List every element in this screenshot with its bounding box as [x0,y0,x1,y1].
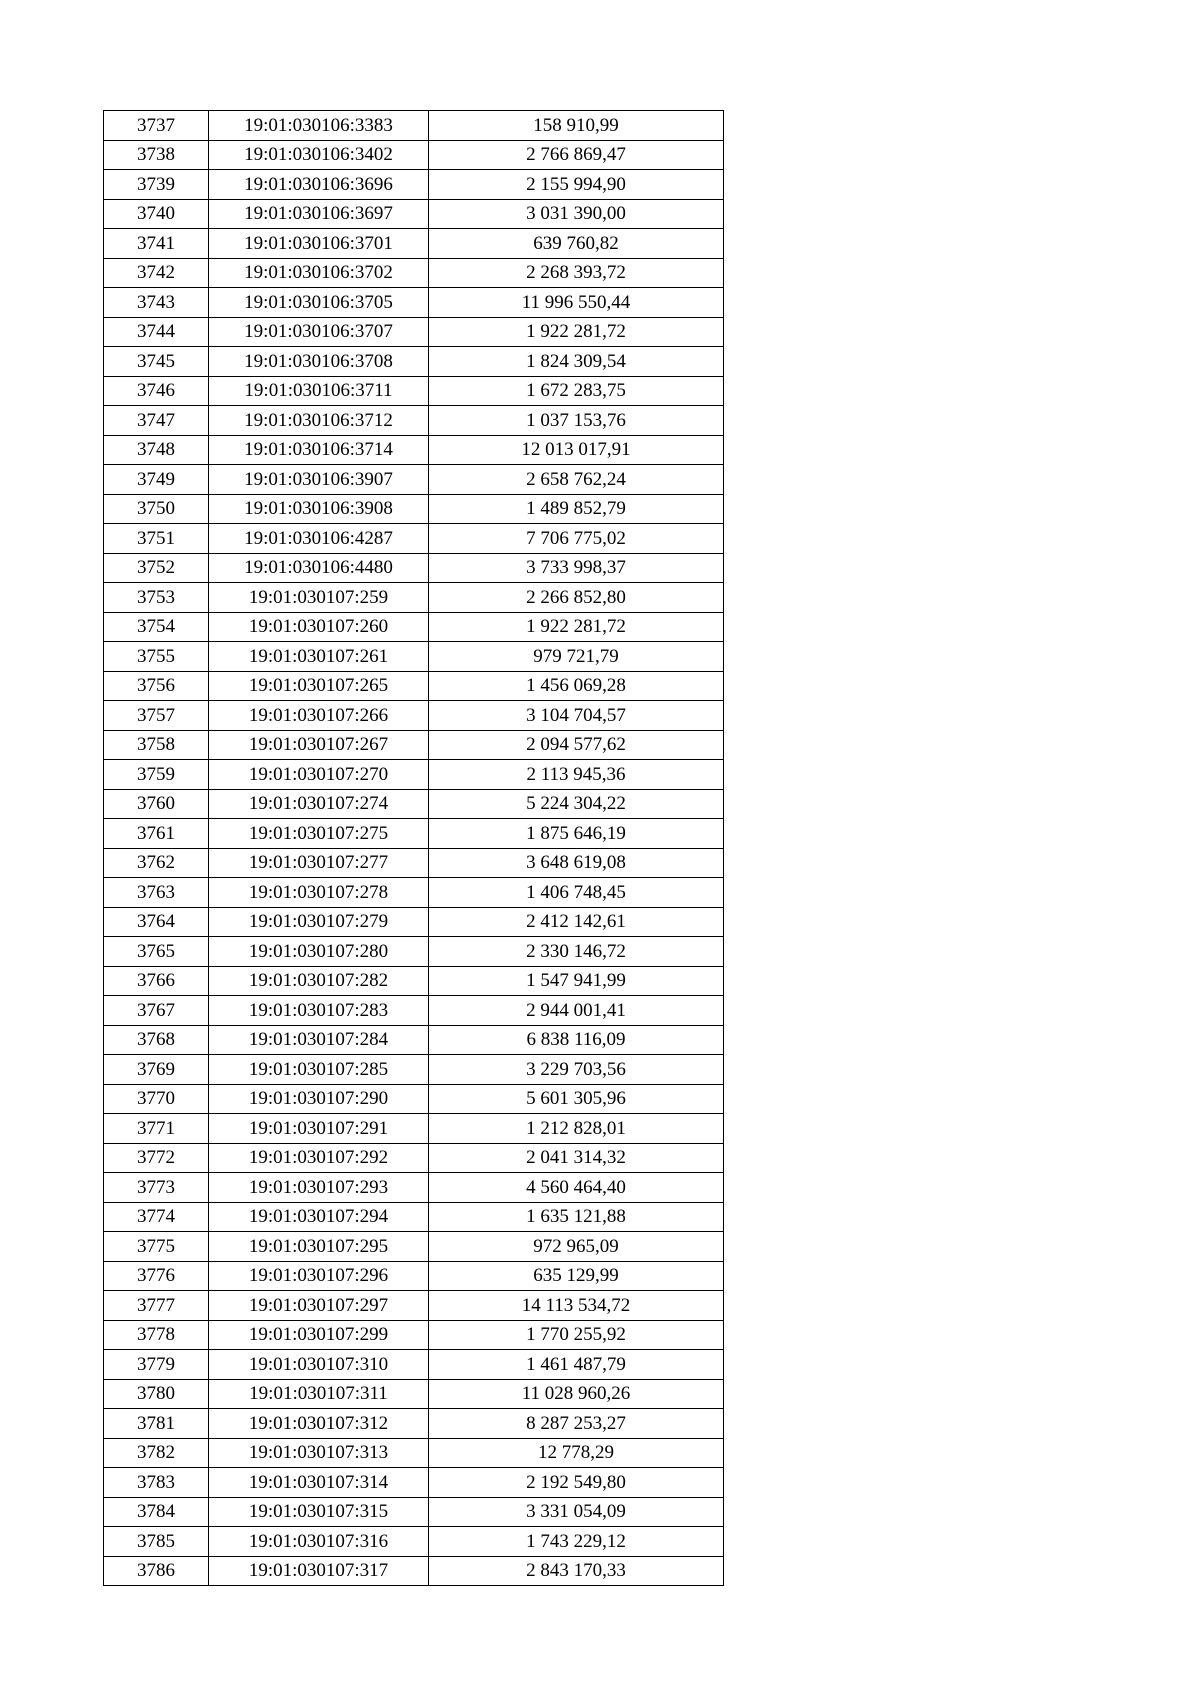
value-cell: 972 965,09 [429,1232,724,1262]
table-row [104,1379,724,1409]
cadastral-number-cell: 19:01:030107:315 [209,1497,429,1527]
row-number-cell: 3776 [104,1261,209,1291]
table-row [104,1084,724,1114]
value-cell: 2 330 146,72 [429,937,724,967]
table-row [104,1114,724,1144]
value-cell: 1 824 309,54 [429,347,724,377]
table-row [104,1320,724,1350]
row-number-cell: 3766 [104,966,209,996]
value-cell: 1 743 229,12 [429,1527,724,1557]
cadastral-number-cell: 19:01:030107:278 [209,878,429,908]
table-row [104,1202,724,1232]
row-number-cell: 3771 [104,1114,209,1144]
row-number-cell: 3768 [104,1025,209,1055]
row-number-cell: 3783 [104,1468,209,1498]
value-cell: 1 037 153,76 [429,406,724,436]
row-number-cell: 3778 [104,1320,209,1350]
table-row [104,435,724,465]
row-number-cell: 3751 [104,524,209,554]
row-number-cell: 3757 [104,701,209,731]
table-row [104,760,724,790]
row-number-cell: 3753 [104,583,209,613]
row-number-cell: 3759 [104,760,209,790]
table-row [104,317,724,347]
value-cell: 2 766 869,47 [429,140,724,170]
row-number-cell: 3752 [104,553,209,583]
cadastral-number-cell: 19:01:030106:3702 [209,258,429,288]
value-cell: 1 922 281,72 [429,317,724,347]
cadastral-number-cell: 19:01:030107:265 [209,671,429,701]
value-cell: 1 875 646,19 [429,819,724,849]
table-row [104,1232,724,1262]
row-number-cell: 3755 [104,642,209,672]
cadastral-number-cell: 19:01:030106:3383 [209,111,429,141]
table-row [104,907,724,937]
table-row [104,465,724,495]
table-row [104,878,724,908]
cadastral-number-cell: 19:01:030107:317 [209,1556,429,1586]
value-cell: 3 031 390,00 [429,199,724,229]
cadastral-number-cell: 19:01:030107:274 [209,789,429,819]
row-number-cell: 3746 [104,376,209,406]
cadastral-number-cell: 19:01:030107:261 [209,642,429,672]
cadastral-number-cell: 19:01:030107:277 [209,848,429,878]
table-row [104,406,724,436]
value-cell: 5 601 305,96 [429,1084,724,1114]
table-row [104,1143,724,1173]
table-body [104,111,724,1586]
table-row [104,671,724,701]
row-number-cell: 3741 [104,229,209,259]
cadastral-number-cell: 19:01:030107:296 [209,1261,429,1291]
row-number-cell: 3744 [104,317,209,347]
value-cell: 3 331 054,09 [429,1497,724,1527]
table-row [104,996,724,1026]
table-row [104,376,724,406]
row-number-cell: 3761 [104,819,209,849]
cadastral-number-cell: 19:01:030107:259 [209,583,429,613]
table-row [104,819,724,849]
table-row [104,1468,724,1498]
table-row [104,229,724,259]
value-cell: 979 721,79 [429,642,724,672]
table-row [104,170,724,200]
cadastral-number-cell: 19:01:030107:294 [209,1202,429,1232]
table-row [104,789,724,819]
value-cell: 2 041 314,32 [429,1143,724,1173]
table-row [104,1350,724,1380]
cadastral-number-cell: 19:01:030107:293 [209,1173,429,1203]
row-number-cell: 3763 [104,878,209,908]
table-row [104,1438,724,1468]
value-cell: 2 266 852,80 [429,583,724,613]
cadastral-number-cell: 19:01:030107:299 [209,1320,429,1350]
row-number-cell: 3774 [104,1202,209,1232]
table-row [104,1025,724,1055]
row-number-cell: 3749 [104,465,209,495]
cadastral-number-cell: 19:01:030107:285 [209,1055,429,1085]
cadastral-number-cell: 19:01:030106:3907 [209,465,429,495]
value-cell: 3 733 998,37 [429,553,724,583]
row-number-cell: 3740 [104,199,209,229]
cadastral-number-cell: 19:01:030106:3708 [209,347,429,377]
value-cell: 2 843 170,33 [429,1556,724,1586]
cadastral-number-cell: 19:01:030107:316 [209,1527,429,1557]
cadastral-number-cell: 19:01:030107:313 [209,1438,429,1468]
row-number-cell: 3779 [104,1350,209,1380]
row-number-cell: 3742 [104,258,209,288]
value-cell: 11 028 960,26 [429,1379,724,1409]
cadastral-number-cell: 19:01:030107:284 [209,1025,429,1055]
value-cell: 2 412 142,61 [429,907,724,937]
value-cell: 2 094 577,62 [429,730,724,760]
row-number-cell: 3770 [104,1084,209,1114]
cadastral-number-cell: 19:01:030107:260 [209,612,429,642]
table-row [104,111,724,141]
table-row [104,1556,724,1586]
cadastral-number-cell: 19:01:030106:3697 [209,199,429,229]
value-cell: 14 113 534,72 [429,1291,724,1321]
table-row [104,642,724,672]
table-row [104,937,724,967]
cadastral-number-cell: 19:01:030107:275 [209,819,429,849]
table-row [104,583,724,613]
cadastral-number-cell: 19:01:030107:312 [209,1409,429,1439]
table-row [104,288,724,318]
value-cell: 2 658 762,24 [429,465,724,495]
value-cell: 1 922 281,72 [429,612,724,642]
cadastral-number-cell: 19:01:030106:4480 [209,553,429,583]
table-row [104,1527,724,1557]
table-row [104,1409,724,1439]
cadastral-number-cell: 19:01:030107:311 [209,1379,429,1409]
value-cell: 7 706 775,02 [429,524,724,554]
cadastral-value-table [103,110,724,1586]
row-number-cell: 3767 [104,996,209,1026]
row-number-cell: 3762 [104,848,209,878]
cadastral-number-cell: 19:01:030106:3707 [209,317,429,347]
table-row [104,553,724,583]
value-cell: 158 910,99 [429,111,724,141]
cadastral-number-cell: 19:01:030107:314 [209,1468,429,1498]
cadastral-number-cell: 19:01:030107:270 [209,760,429,790]
value-cell: 1 456 069,28 [429,671,724,701]
table-row [104,494,724,524]
cadastral-number-cell: 19:01:030107:290 [209,1084,429,1114]
cadastral-number-cell: 19:01:030107:297 [209,1291,429,1321]
value-cell: 1 489 852,79 [429,494,724,524]
row-number-cell: 3780 [104,1379,209,1409]
value-cell: 1 635 121,88 [429,1202,724,1232]
value-cell: 2 113 945,36 [429,760,724,790]
value-cell: 4 560 464,40 [429,1173,724,1203]
value-cell: 2 268 393,72 [429,258,724,288]
row-number-cell: 3756 [104,671,209,701]
row-number-cell: 3738 [104,140,209,170]
table-row [104,140,724,170]
value-cell: 1 461 487,79 [429,1350,724,1380]
cadastral-number-cell: 19:01:030107:283 [209,996,429,1026]
cadastral-number-cell: 19:01:030107:282 [209,966,429,996]
row-number-cell: 3748 [104,435,209,465]
table-row [104,258,724,288]
row-number-cell: 3784 [104,1497,209,1527]
row-number-cell: 3777 [104,1291,209,1321]
value-cell: 2 192 549,80 [429,1468,724,1498]
row-number-cell: 3758 [104,730,209,760]
table-row [104,1291,724,1321]
row-number-cell: 3737 [104,111,209,141]
row-number-cell: 3769 [104,1055,209,1085]
table-row [104,848,724,878]
value-cell: 3 229 703,56 [429,1055,724,1085]
cadastral-number-cell: 19:01:030106:3705 [209,288,429,318]
table-row [104,1055,724,1085]
table-row [104,612,724,642]
row-number-cell: 3772 [104,1143,209,1173]
row-number-cell: 3747 [104,406,209,436]
row-number-cell: 3782 [104,1438,209,1468]
cadastral-number-cell: 19:01:030106:3908 [209,494,429,524]
row-number-cell: 3764 [104,907,209,937]
value-cell: 2 944 001,41 [429,996,724,1026]
table-row [104,730,724,760]
cadastral-number-cell: 19:01:030106:3714 [209,435,429,465]
cadastral-number-cell: 19:01:030106:3712 [209,406,429,436]
value-cell: 8 287 253,27 [429,1409,724,1439]
row-number-cell: 3775 [104,1232,209,1262]
value-cell: 11 996 550,44 [429,288,724,318]
table-row [104,199,724,229]
cadastral-number-cell: 19:01:030106:3701 [209,229,429,259]
table-row [104,966,724,996]
cadastral-number-cell: 19:01:030107:280 [209,937,429,967]
value-cell: 6 838 116,09 [429,1025,724,1055]
value-cell: 1 406 748,45 [429,878,724,908]
cadastral-number-cell: 19:01:030107:266 [209,701,429,731]
value-cell: 12 778,29 [429,1438,724,1468]
row-number-cell: 3786 [104,1556,209,1586]
value-cell: 1 672 283,75 [429,376,724,406]
row-number-cell: 3743 [104,288,209,318]
cadastral-number-cell: 19:01:030107:267 [209,730,429,760]
table-row [104,701,724,731]
table-row [104,524,724,554]
table-row [104,347,724,377]
cadastral-number-cell: 19:01:030107:291 [209,1114,429,1144]
value-cell: 635 129,99 [429,1261,724,1291]
row-number-cell: 3773 [104,1173,209,1203]
value-cell: 639 760,82 [429,229,724,259]
table-row [104,1497,724,1527]
cadastral-number-cell: 19:01:030107:279 [209,907,429,937]
cadastral-number-cell: 19:01:030107:310 [209,1350,429,1380]
table-row [104,1261,724,1291]
row-number-cell: 3745 [104,347,209,377]
value-cell: 5 224 304,22 [429,789,724,819]
row-number-cell: 3765 [104,937,209,967]
row-number-cell: 3754 [104,612,209,642]
row-number-cell: 3760 [104,789,209,819]
row-number-cell: 3785 [104,1527,209,1557]
row-number-cell: 3739 [104,170,209,200]
cadastral-number-cell: 19:01:030107:295 [209,1232,429,1262]
value-cell: 2 155 994,90 [429,170,724,200]
value-cell: 12 013 017,91 [429,435,724,465]
cadastral-number-cell: 19:01:030106:3402 [209,140,429,170]
row-number-cell: 3750 [104,494,209,524]
value-cell: 1 212 828,01 [429,1114,724,1144]
value-cell: 1 547 941,99 [429,966,724,996]
cadastral-number-cell: 19:01:030106:4287 [209,524,429,554]
row-number-cell: 3781 [104,1409,209,1439]
value-cell: 3 104 704,57 [429,701,724,731]
value-cell: 1 770 255,92 [429,1320,724,1350]
cadastral-number-cell: 19:01:030106:3696 [209,170,429,200]
cadastral-number-cell: 19:01:030107:292 [209,1143,429,1173]
cadastral-number-cell: 19:01:030106:3711 [209,376,429,406]
table-row [104,1173,724,1203]
value-cell: 3 648 619,08 [429,848,724,878]
